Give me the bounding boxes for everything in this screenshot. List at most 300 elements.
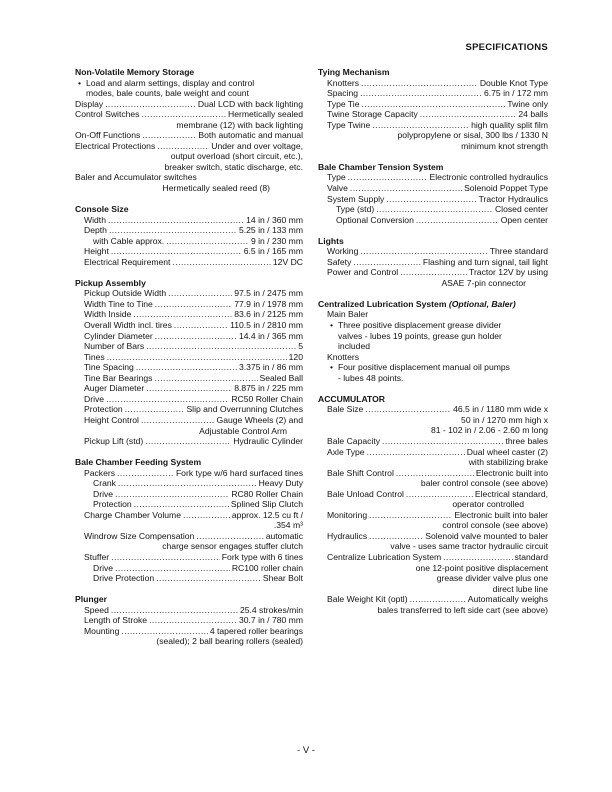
spec-continuation: ASAE 7-pin connector — [441, 277, 526, 288]
section-pickup-assembly — [75, 278, 303, 447]
spec-line — [75, 309, 303, 320]
spec-line — [318, 246, 548, 257]
spec-continuation: direct lube line — [492, 583, 548, 594]
spec-value: 6.75 in / 172 mm — [483, 88, 548, 99]
dot-leader — [146, 383, 232, 394]
spec-value: Double Knot Type — [479, 77, 548, 88]
spec-label: Mounting — [84, 625, 120, 636]
spec-value: Three standard — [489, 246, 548, 257]
spec-value: 6.5 in / 165 mm — [243, 246, 303, 257]
spec-line — [75, 257, 303, 268]
dot-leader — [106, 394, 229, 405]
spec-label: Protection — [93, 499, 132, 510]
dot-leader — [367, 447, 465, 458]
spec-label: Stuffer — [84, 552, 110, 563]
dot-leader — [155, 299, 232, 310]
spec-value: 110.5 in / 2810 mm — [230, 320, 303, 331]
section-centralized-lubrication-system — [318, 299, 548, 383]
dot-leader — [157, 141, 209, 152]
spec-line — [318, 204, 548, 215]
left-column — [75, 67, 303, 647]
section-title-text: Bale Chamber Feeding System — [75, 457, 202, 468]
spec-label: Tine Spacing — [84, 362, 134, 373]
spec-continuation: .354 m³ — [273, 520, 303, 531]
section-title-text: Console Size — [75, 204, 129, 215]
spec-text: Load and alarm settings, display and control — [86, 77, 255, 88]
spec-label: Electrical Protections — [75, 140, 156, 151]
spec-line — [75, 563, 303, 574]
section-accumulator — [318, 394, 548, 615]
spec-value: Heavy Duty — [258, 478, 303, 489]
spec-line — [75, 99, 303, 110]
spec-continuation: valves - lubes 19 points, grease gun holder — [338, 330, 502, 341]
spec-label: Drive Protection — [93, 573, 155, 584]
spec-label: Tines — [84, 351, 105, 362]
spec-label: Speed — [84, 604, 109, 615]
spec-text: Three positive displacement grease divider — [338, 319, 502, 330]
dot-leader — [133, 309, 232, 320]
spec-label: Spacing — [327, 88, 359, 99]
spec-label: Drive — [93, 488, 114, 499]
spec-line — [75, 225, 303, 236]
spec-line — [75, 236, 303, 247]
spec-label: Bale Weight Kit (optl) — [327, 594, 408, 605]
spec-value: approx. 12.5 cu ft / — [231, 509, 303, 520]
spec-label: Protection — [84, 404, 123, 415]
section-tying-mechanism — [318, 67, 548, 151]
dot-leader — [134, 499, 229, 510]
spec-text: Four positive displacement manual oil pumps — [338, 362, 510, 373]
spec-line — [75, 299, 303, 310]
dot-leader — [361, 78, 478, 89]
spec-value: Under and over voltage, — [211, 140, 303, 151]
spec-line — [318, 183, 548, 194]
dot-leader — [386, 194, 476, 205]
spec-line — [75, 352, 303, 363]
spec-label: Bale Shift Control — [327, 467, 394, 478]
spec-line — [75, 341, 303, 352]
dot-leader — [372, 120, 469, 131]
spec-line — [318, 404, 548, 415]
dot-leader — [196, 531, 263, 542]
spec-label: Safety — [327, 256, 352, 267]
spec-line — [75, 436, 303, 447]
spec-line — [318, 531, 548, 542]
spec-line — [75, 320, 303, 331]
section-title — [75, 594, 303, 605]
spec-label: Power and Control — [327, 267, 399, 278]
bullet-icon: • — [78, 77, 82, 88]
spec-line — [75, 109, 303, 120]
spec-line — [318, 215, 548, 226]
spec-line — [75, 605, 303, 616]
spec-label: Working — [327, 246, 359, 257]
dot-leader — [115, 563, 230, 574]
spec-label: Crank — [93, 478, 116, 489]
dot-leader — [353, 257, 420, 268]
spec-value: 120 — [288, 351, 303, 362]
spec-value: 30.7 in / 780 mm — [238, 615, 303, 626]
spec-line — [318, 78, 548, 89]
spec-label: Electrical Requirement — [84, 256, 171, 267]
spec-value: Electronic built into baler — [454, 509, 548, 520]
spec-value: Fork type with 6 tines — [221, 552, 303, 563]
spec-label: Height — [84, 246, 109, 257]
dot-leader — [406, 489, 473, 500]
spec-label: Drive — [93, 562, 114, 573]
page-header — [75, 42, 548, 53]
section-title-suffix: (Optional, Baler) — [446, 298, 516, 309]
dot-leader — [360, 88, 482, 99]
spec-value: 25.4 strokes/min — [239, 604, 303, 615]
spec-value: Solenoid Poppet Type — [464, 182, 548, 193]
spec-line — [318, 468, 548, 479]
spec-label: Type (std) — [336, 204, 375, 215]
spec-value: 46.5 in / 1180 mm wide x — [453, 404, 548, 415]
dot-leader — [396, 468, 474, 479]
dot-leader — [111, 552, 220, 563]
right-column — [318, 67, 548, 647]
dot-leader — [369, 510, 452, 521]
dot-leader — [107, 352, 287, 363]
dot-leader — [136, 362, 237, 373]
spec-value: Closed center — [494, 204, 548, 215]
section-title — [318, 394, 548, 405]
spec-label: Width — [84, 214, 106, 225]
dot-leader — [111, 246, 242, 257]
spec-line — [75, 288, 303, 299]
section-plunger — [75, 594, 303, 647]
section-title — [75, 204, 303, 215]
section-console-size — [75, 204, 303, 267]
spec-line — [75, 141, 303, 152]
spec-value: 24 balls — [518, 109, 548, 120]
spec-line — [75, 531, 303, 542]
dot-leader — [365, 404, 451, 415]
dot-leader — [376, 204, 493, 215]
spec-line — [75, 373, 303, 384]
spec-continuation: membrane (12) with back lighting — [176, 119, 303, 130]
spec-line — [318, 88, 548, 99]
spec-label: Type — [327, 172, 346, 183]
dot-leader — [149, 615, 237, 626]
spec-value: automatic — [265, 530, 303, 541]
spec-value: RC50 Roller Chain — [231, 393, 303, 404]
page-footer — [0, 745, 612, 756]
spec-label: Number of Bars — [84, 341, 145, 352]
spec-line — [75, 573, 303, 584]
spec-value: 97.5 in / 2475 mm — [234, 288, 303, 299]
section-title-text: Plunger — [75, 594, 107, 605]
dot-leader — [109, 225, 237, 236]
spec-line — [75, 78, 303, 89]
spec-line — [75, 383, 303, 394]
spec-value: Tractor Hydraulics — [478, 193, 548, 204]
dot-leader — [121, 626, 207, 637]
dot-leader — [146, 341, 296, 352]
dot-leader — [400, 267, 467, 278]
spec-value: 14.4 in / 365 mm — [238, 330, 303, 341]
spec-continuation: bales transferred to left side cart (see above) — [377, 604, 548, 615]
spec-line — [318, 267, 548, 278]
spec-continuation: Adjustable Control Arm — [199, 425, 287, 436]
spec-continuation: Hermetically sealed reed (8) — [162, 183, 270, 194]
spec-value: high quality split film — [471, 119, 548, 130]
section-title-text: Non-Volatile Memory Storage — [75, 67, 195, 77]
spec-line — [75, 510, 303, 521]
spec-line — [318, 320, 548, 331]
dot-leader — [350, 183, 462, 194]
spec-label: Windrow Size Compensation — [84, 530, 195, 541]
spec-label: Height Control — [84, 414, 139, 425]
spec-label: Display — [75, 98, 104, 109]
spec-line: Baler and Accumulator switches — [75, 172, 197, 183]
spec-label: Drive — [84, 393, 105, 404]
spec-value: 77.9 in / 1978 mm — [234, 298, 303, 309]
dot-leader — [115, 489, 229, 500]
spec-line — [318, 594, 548, 605]
spec-value: Open center — [500, 214, 548, 225]
spec-value: Solenoid valve mounted to baler — [425, 530, 548, 541]
spec-value: Electrical standard, — [474, 488, 548, 499]
spec-line — [318, 489, 548, 500]
spec-line: Main Baler — [327, 309, 369, 320]
dot-leader — [105, 99, 196, 110]
section-non-volatile-memory-storage — [75, 67, 303, 194]
section-title — [75, 67, 303, 78]
dot-leader — [125, 404, 185, 415]
spec-continuation: included — [338, 341, 371, 352]
dot-leader — [155, 331, 237, 342]
spec-value: 5.25 in / 133 mm — [238, 225, 303, 236]
spec-label: Packers — [84, 467, 116, 478]
spec-value: standard — [514, 551, 548, 562]
spec-continuation: output overload (short circuit, etc.), — [170, 151, 303, 162]
spec-line — [75, 478, 303, 489]
spec-line — [318, 447, 548, 458]
spec-line — [75, 552, 303, 563]
spec-line — [75, 246, 303, 257]
spec-line — [75, 130, 303, 141]
spec-value: 4 tapered roller bearings — [209, 625, 303, 636]
spec-continuation: (sealed); 2 ball bearing rollers (sealed) — [156, 636, 303, 647]
spec-line — [318, 99, 548, 110]
bullet-icon: • — [330, 319, 334, 330]
spec-label: Knotters — [327, 77, 360, 88]
spec-value: Dual LCD with back lighting — [197, 98, 303, 109]
spec-line — [75, 489, 303, 500]
spec-value: 8.875 in / 225 mm — [234, 383, 303, 394]
spec-label: Charge Chamber Volume — [84, 509, 181, 520]
spec-line — [318, 510, 548, 521]
section-title-text: ACCUMULATOR — [318, 393, 385, 404]
spec-line — [318, 362, 548, 373]
spec-value: 3.375 in / 86 mm — [238, 362, 303, 373]
dot-leader — [416, 215, 499, 226]
spec-line — [318, 552, 548, 563]
spec-columns — [75, 67, 548, 647]
dot-leader — [108, 215, 244, 226]
dot-leader — [168, 288, 232, 299]
dot-leader — [443, 552, 512, 563]
spec-label: Type Twine — [327, 119, 371, 130]
spec-continuation: charge sensor engages stuffer clutch — [162, 541, 303, 552]
spec-value: Sealed Ball — [259, 372, 303, 383]
spec-label: Optional Conversion — [336, 214, 414, 225]
spec-value: Hydraulic Cylinder — [233, 436, 303, 447]
spec-value: Gauge Wheels (2) and — [216, 414, 303, 425]
dot-leader — [360, 246, 487, 257]
spec-label: Width Tine to Tine — [84, 298, 153, 309]
dot-leader — [117, 468, 174, 479]
section-lights — [318, 236, 548, 289]
spec-continuation: - lubes 48 points. — [338, 372, 404, 383]
section-title — [318, 67, 548, 78]
dot-leader — [348, 172, 428, 183]
spec-label: Tine Bar Bearings — [84, 372, 153, 383]
spec-line — [318, 194, 548, 205]
page-title: SPECIFICATIONS — [465, 42, 548, 53]
spec-label: Type Tie — [327, 98, 360, 109]
spec-value: 83.6 in / 2125 mm — [234, 309, 303, 320]
spec-continuation: 50 in / 1270 mm high x — [461, 414, 548, 425]
section-title — [318, 236, 548, 247]
spec-label: Centralize Lubrication System — [327, 551, 442, 562]
spec-continuation: 81 - 102 in / 2.06 - 2.60 m long — [430, 425, 548, 436]
dot-leader — [410, 594, 466, 605]
spec-line — [318, 120, 548, 131]
spec-continuation: baler control console (see above) — [420, 478, 548, 489]
dot-leader — [172, 257, 270, 268]
spec-value: 14 in / 360 mm — [246, 214, 303, 225]
spec-label: Control Switches — [75, 109, 140, 120]
spec-continuation: polypropylene or sisal, 300 lbs / 1330 N — [397, 130, 548, 141]
spec-value: Slip and Overrunning Clutches — [186, 404, 303, 415]
spec-label: Auger Diameter — [84, 383, 145, 394]
spec-line — [75, 362, 303, 373]
spec-line — [318, 257, 548, 268]
spec-label: Bale Capacity — [327, 435, 381, 446]
dot-leader — [166, 236, 249, 247]
spec-value: RC100 roller chain — [231, 562, 303, 573]
dot-leader — [183, 510, 230, 521]
spec-continuation: with stabilizing brake — [468, 457, 548, 468]
spec-line — [75, 468, 303, 479]
spec-continuation: breaker switch, static discharge, etc. — [164, 161, 303, 172]
spec-value: Hermetically sealed — [228, 109, 303, 120]
section-bale-chamber-tension-system — [318, 162, 548, 225]
spec-value: three bales — [505, 435, 548, 446]
spec-line — [318, 109, 548, 120]
spec-value: Splined Slip Clutch — [230, 499, 303, 510]
dot-leader — [141, 415, 215, 426]
spec-label: Axle Type — [327, 446, 365, 457]
dot-leader — [154, 373, 257, 384]
dot-leader — [361, 99, 505, 110]
spec-continuation: grease divider valve plus one — [436, 573, 548, 584]
spec-continuation: one 12-point positive displacement — [415, 562, 548, 573]
dot-leader — [118, 478, 257, 489]
spec-continuation: minimum knot strength — [461, 140, 548, 151]
section-title — [318, 299, 548, 310]
section-bale-chamber-feeding-system — [75, 457, 303, 584]
spec-value: 12V DC — [272, 256, 303, 267]
spec-line — [75, 215, 303, 226]
section-title-text: Bale Chamber Tension System — [318, 161, 444, 172]
section-title — [75, 457, 303, 468]
spec-value: Tractor 12V by using — [469, 267, 548, 278]
spec-value: Fork type w/6 hard surfaced tines — [175, 467, 303, 478]
spec-label: Bale Size — [327, 404, 364, 415]
dot-leader — [156, 573, 261, 584]
dot-leader — [174, 320, 228, 331]
spec-line — [75, 626, 303, 637]
spec-label: with Cable approx. — [93, 235, 165, 246]
spec-line — [318, 436, 548, 447]
spec-label: Bale Unload Control — [327, 488, 404, 499]
spec-label: System Supply — [327, 193, 385, 204]
spec-label: On-Off Functions — [75, 130, 141, 141]
spec-value: Flashing and turn signal, tail light — [422, 256, 548, 267]
spec-value: Automatically weighs — [467, 594, 548, 605]
spec-label: Overall Width incl. tires — [84, 320, 172, 331]
spec-label: Pickup Outside Width — [84, 288, 167, 299]
spec-line: Knotters — [327, 351, 360, 362]
dot-leader — [369, 531, 423, 542]
section-title-text: Lights — [318, 235, 344, 246]
section-title-text: Pickup Assembly — [75, 277, 146, 288]
spec-value: RC80 Roller Chain — [231, 488, 303, 499]
spec-label: Depth — [84, 225, 107, 236]
section-title-text: Centralized Lubrication System — [318, 298, 447, 309]
spec-value: Electronic built into — [475, 467, 548, 478]
dot-leader — [420, 109, 517, 120]
spec-label: Cylinder Diameter — [84, 330, 153, 341]
spec-value: Shear Bolt — [262, 573, 303, 584]
spec-label: Valve — [327, 182, 348, 193]
spec-label: Monitoring — [327, 509, 368, 520]
dot-leader — [111, 605, 238, 616]
section-title — [318, 162, 548, 173]
spec-continuation: control console (see above) — [442, 520, 548, 531]
spec-value: Twine only — [507, 98, 548, 109]
spec-label: Width Inside — [84, 309, 132, 320]
spec-line — [75, 331, 303, 342]
page-number: - V - — [297, 745, 315, 756]
spec-line — [75, 394, 303, 405]
spec-label: Length of Stroke — [84, 615, 148, 626]
spec-label: Pickup Lift (std) — [84, 436, 144, 447]
spec-value: Both automatic and manual — [198, 130, 303, 141]
spec-line — [318, 172, 548, 183]
spec-line — [75, 615, 303, 626]
spec-label: Twine Storage Capacity — [327, 109, 418, 120]
spec-line — [75, 415, 303, 426]
spec-value: Electronic controlled hydraulics — [429, 172, 548, 183]
spec-value: 9 in / 230 mm — [250, 235, 303, 246]
spec-label: Hydraulics — [327, 530, 368, 541]
spec-value: 5 — [298, 341, 303, 352]
spec-line — [75, 404, 303, 415]
dot-leader — [382, 436, 503, 447]
spec-continuation: operator controlled — [452, 499, 524, 510]
section-title-text: Tying Mechanism — [318, 67, 390, 77]
section-title — [75, 278, 303, 289]
spec-continuation: modes, bale counts, bale weight and count — [86, 88, 249, 99]
spec-line — [75, 499, 303, 510]
dot-leader — [142, 130, 196, 141]
spec-value: Dual wheel caster (2) — [466, 446, 548, 457]
